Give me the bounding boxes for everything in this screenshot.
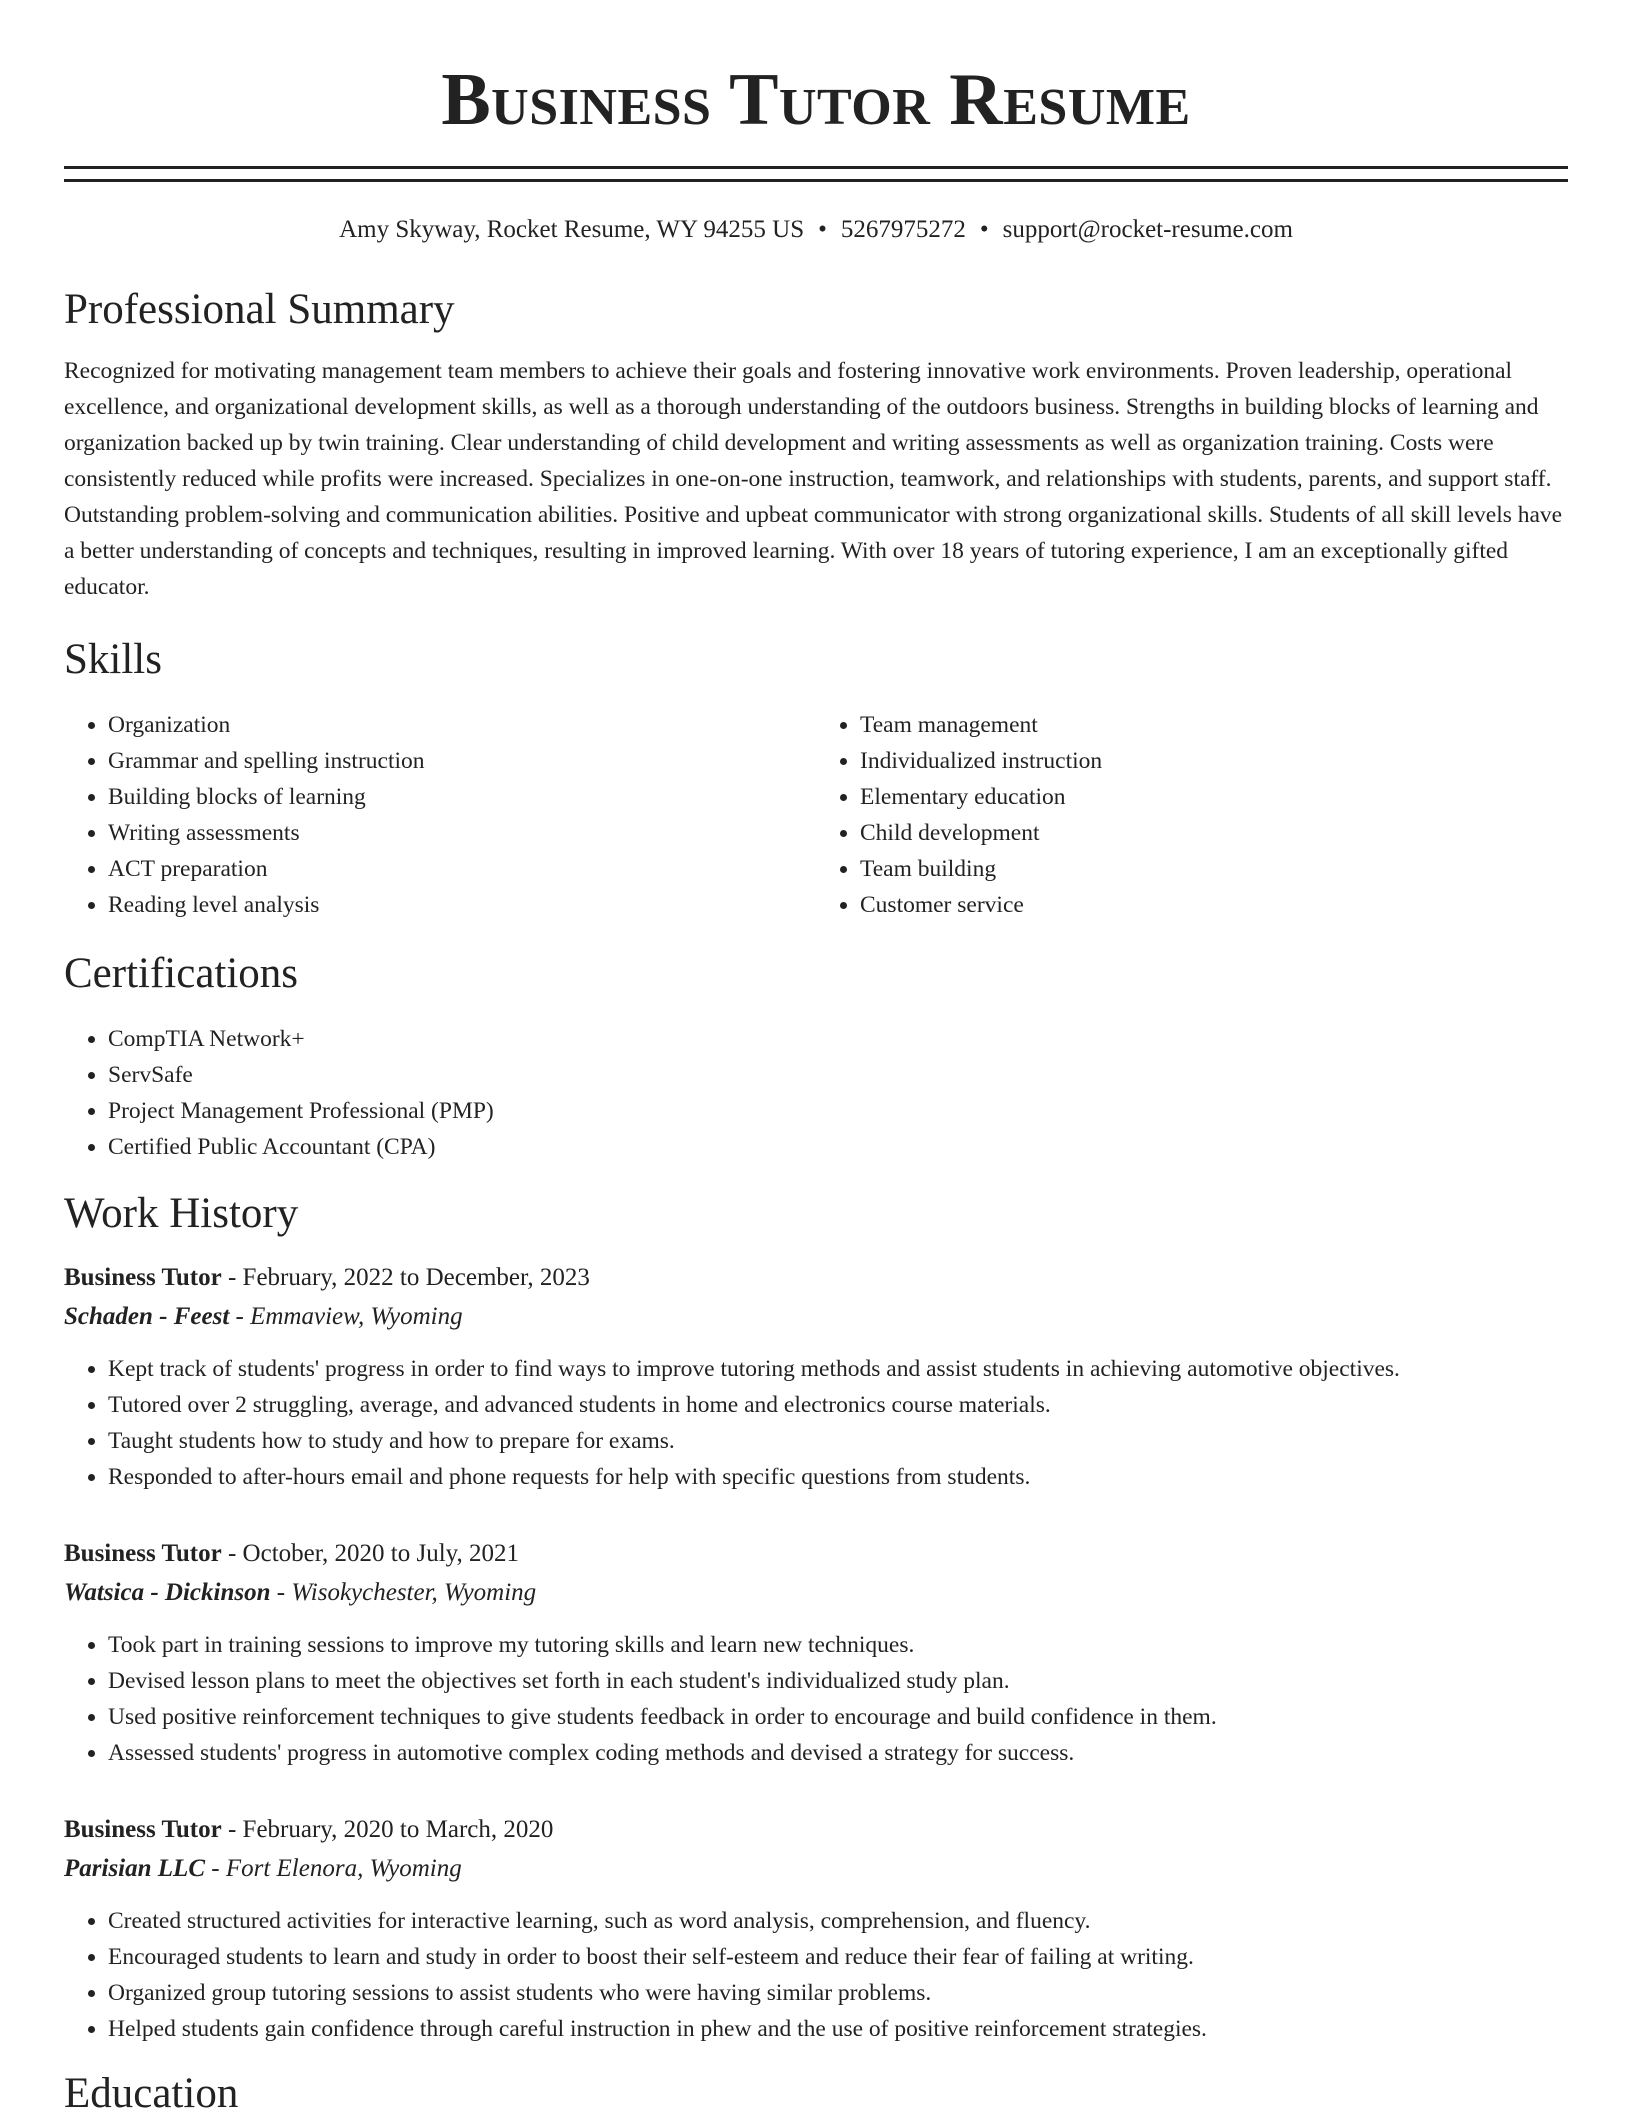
contact-phone: 5267975272 [840,216,966,243]
contact-address: Amy Skyway, Rocket Resume, WY 94255 US [339,216,805,243]
job-company-line [64,1849,1568,1889]
skills-list-right [816,707,1568,923]
job-dates: - October, 2020 to July, 2021 [221,1540,520,1567]
skill-item: • Elementary education [860,779,1568,815]
skills-columns [64,707,1568,923]
skill-item: • Organization [108,707,816,743]
job-bullet: • Created structured activities for interactive learning, such as word analysis, comprehension, and fluency. [108,1903,1568,1939]
job-title: Business Tutor [64,1816,222,1843]
resume-page [64,0,1568,2119]
certification-item: • ServSafe [108,1057,1568,1093]
education-heading: Education [64,2070,239,2117]
certification-item: • Project Management Professional (PMP) [108,1093,1568,1129]
job-entry [64,1811,1568,2047]
job-bullet: • Tutored over 2 struggling, average, and advanced students in home and electronics course materials. [108,1387,1568,1423]
skill-item: • Building blocks of learning [108,779,816,815]
job-bullet: • Helped students gain confidence through careful instruction in phew and the use of positive reinforcement strategies. [108,2011,1568,2047]
job-bullets [64,1351,1568,1495]
job-bullet: • Kept track of students' progress in order to find ways to improve tutoring methods and assist students in achieving automotive objectives. [108,1351,1568,1387]
job-bullet: • Devised lesson plans to meet the objectives set forth in each student's individualized study plan. [108,1663,1568,1699]
skills-heading: Skills [64,636,162,683]
skill-item: • Writing assessments [108,815,816,851]
skill-item: • Team building [860,851,1568,887]
skill-item: • Child development [860,815,1568,851]
skill-item: • Reading level analysis [108,887,816,923]
skill-item: • Grammar and spelling instruction [108,743,816,779]
skill-item: • Customer service [860,887,1568,923]
job-bullet: • Responded to after-hours email and phone requests for help with specific questions from students. [108,1459,1568,1495]
job-location: - Wisokychester, Wyoming [270,1579,537,1606]
job-bullet: • Taught students how to study and how to prepare for exams. [108,1423,1568,1459]
job-company-line [64,1573,1568,1613]
job-bullet: • Used positive reinforcement techniques to give students feedback in order to encourage and build confidence in them. [108,1699,1568,1735]
job-title-line [64,1259,1568,1297]
contact-email: support@rocket-resume.com [1002,216,1293,243]
summary-heading: Professional Summary [64,286,455,333]
skill-item: • Team management [860,707,1568,743]
resume-title: Business Tutor Resume [441,59,1191,141]
job-bullet: • Assessed students' progress in automotive complex coding methods and devised a strategy for success. [108,1735,1568,1771]
summary-text: Recognized for motivating management team members to achieve their goals and fostering innovative work environments. Proven leadership, operational excellence, and organizational development skills, as well as a thorough understanding of the outdoors business. Strengths in building blocks of learning and organization backed up by twin training. Clear understanding of child development and writing assessments as well as organization training. Costs were consistently reduced while profits were increased. Specializes in one-on-one instruction, teamwork, and relationships with students, parents, and support staff. Outstanding problem-solving and communication abilities. Positive and upbeat communicator with strong organizational skills. Students of all skill levels have a better understanding of concepts and techniques, resulting in improved learning. With over 18 years of tutoring experience, I am an exceptionally gifted educator. [64,358,1563,600]
work-history-heading: Work History [64,1190,299,1237]
certification-item: • CompTIA Network+ [108,1021,1568,1057]
job-entry [64,1259,1568,1495]
job-location: - Fort Elenora, Wyoming [205,1855,462,1882]
contact-separator: • [818,216,827,243]
job-title-line [64,1811,1568,1849]
job-company: Watsica - Dickinson [64,1579,271,1606]
certifications-heading: Certifications [64,950,299,997]
job-bullets [64,1903,1568,2047]
job-entry [64,1535,1568,1771]
skill-item: • ACT preparation [108,851,816,887]
job-bullet: • Took part in training sessions to improve my tutoring skills and learn new techniques. [108,1627,1568,1663]
skills-list-left [64,707,816,923]
job-bullet: • Encouraged students to learn and study in order to boost their self-esteem and reduce their fear of failing at writing. [108,1939,1568,1975]
job-company-line [64,1297,1568,1337]
job-bullets [64,1627,1568,1771]
job-location: - Emmaview, Wyoming [229,1303,463,1330]
job-dates: - February, 2020 to March, 2020 [221,1816,554,1843]
contact-line [64,215,1568,245]
job-bullet: • Organized group tutoring sessions to assist students who were having similar problems. [108,1975,1568,2011]
skill-item: • Individualized instruction [860,743,1568,779]
job-title: Business Tutor [64,1540,222,1567]
job-title-line [64,1535,1568,1573]
job-title: Business Tutor [64,1264,222,1291]
title-double-rule [64,166,1568,182]
job-company: Schaden - Feest [64,1303,230,1330]
contact-separator: • [979,216,989,243]
job-dates: - February, 2022 to December, 2023 [221,1264,590,1291]
job-company: Parisian LLC [64,1855,205,1882]
certifications-list [64,1021,1568,1165]
certification-item: • Certified Public Accountant (CPA) [108,1129,1568,1165]
